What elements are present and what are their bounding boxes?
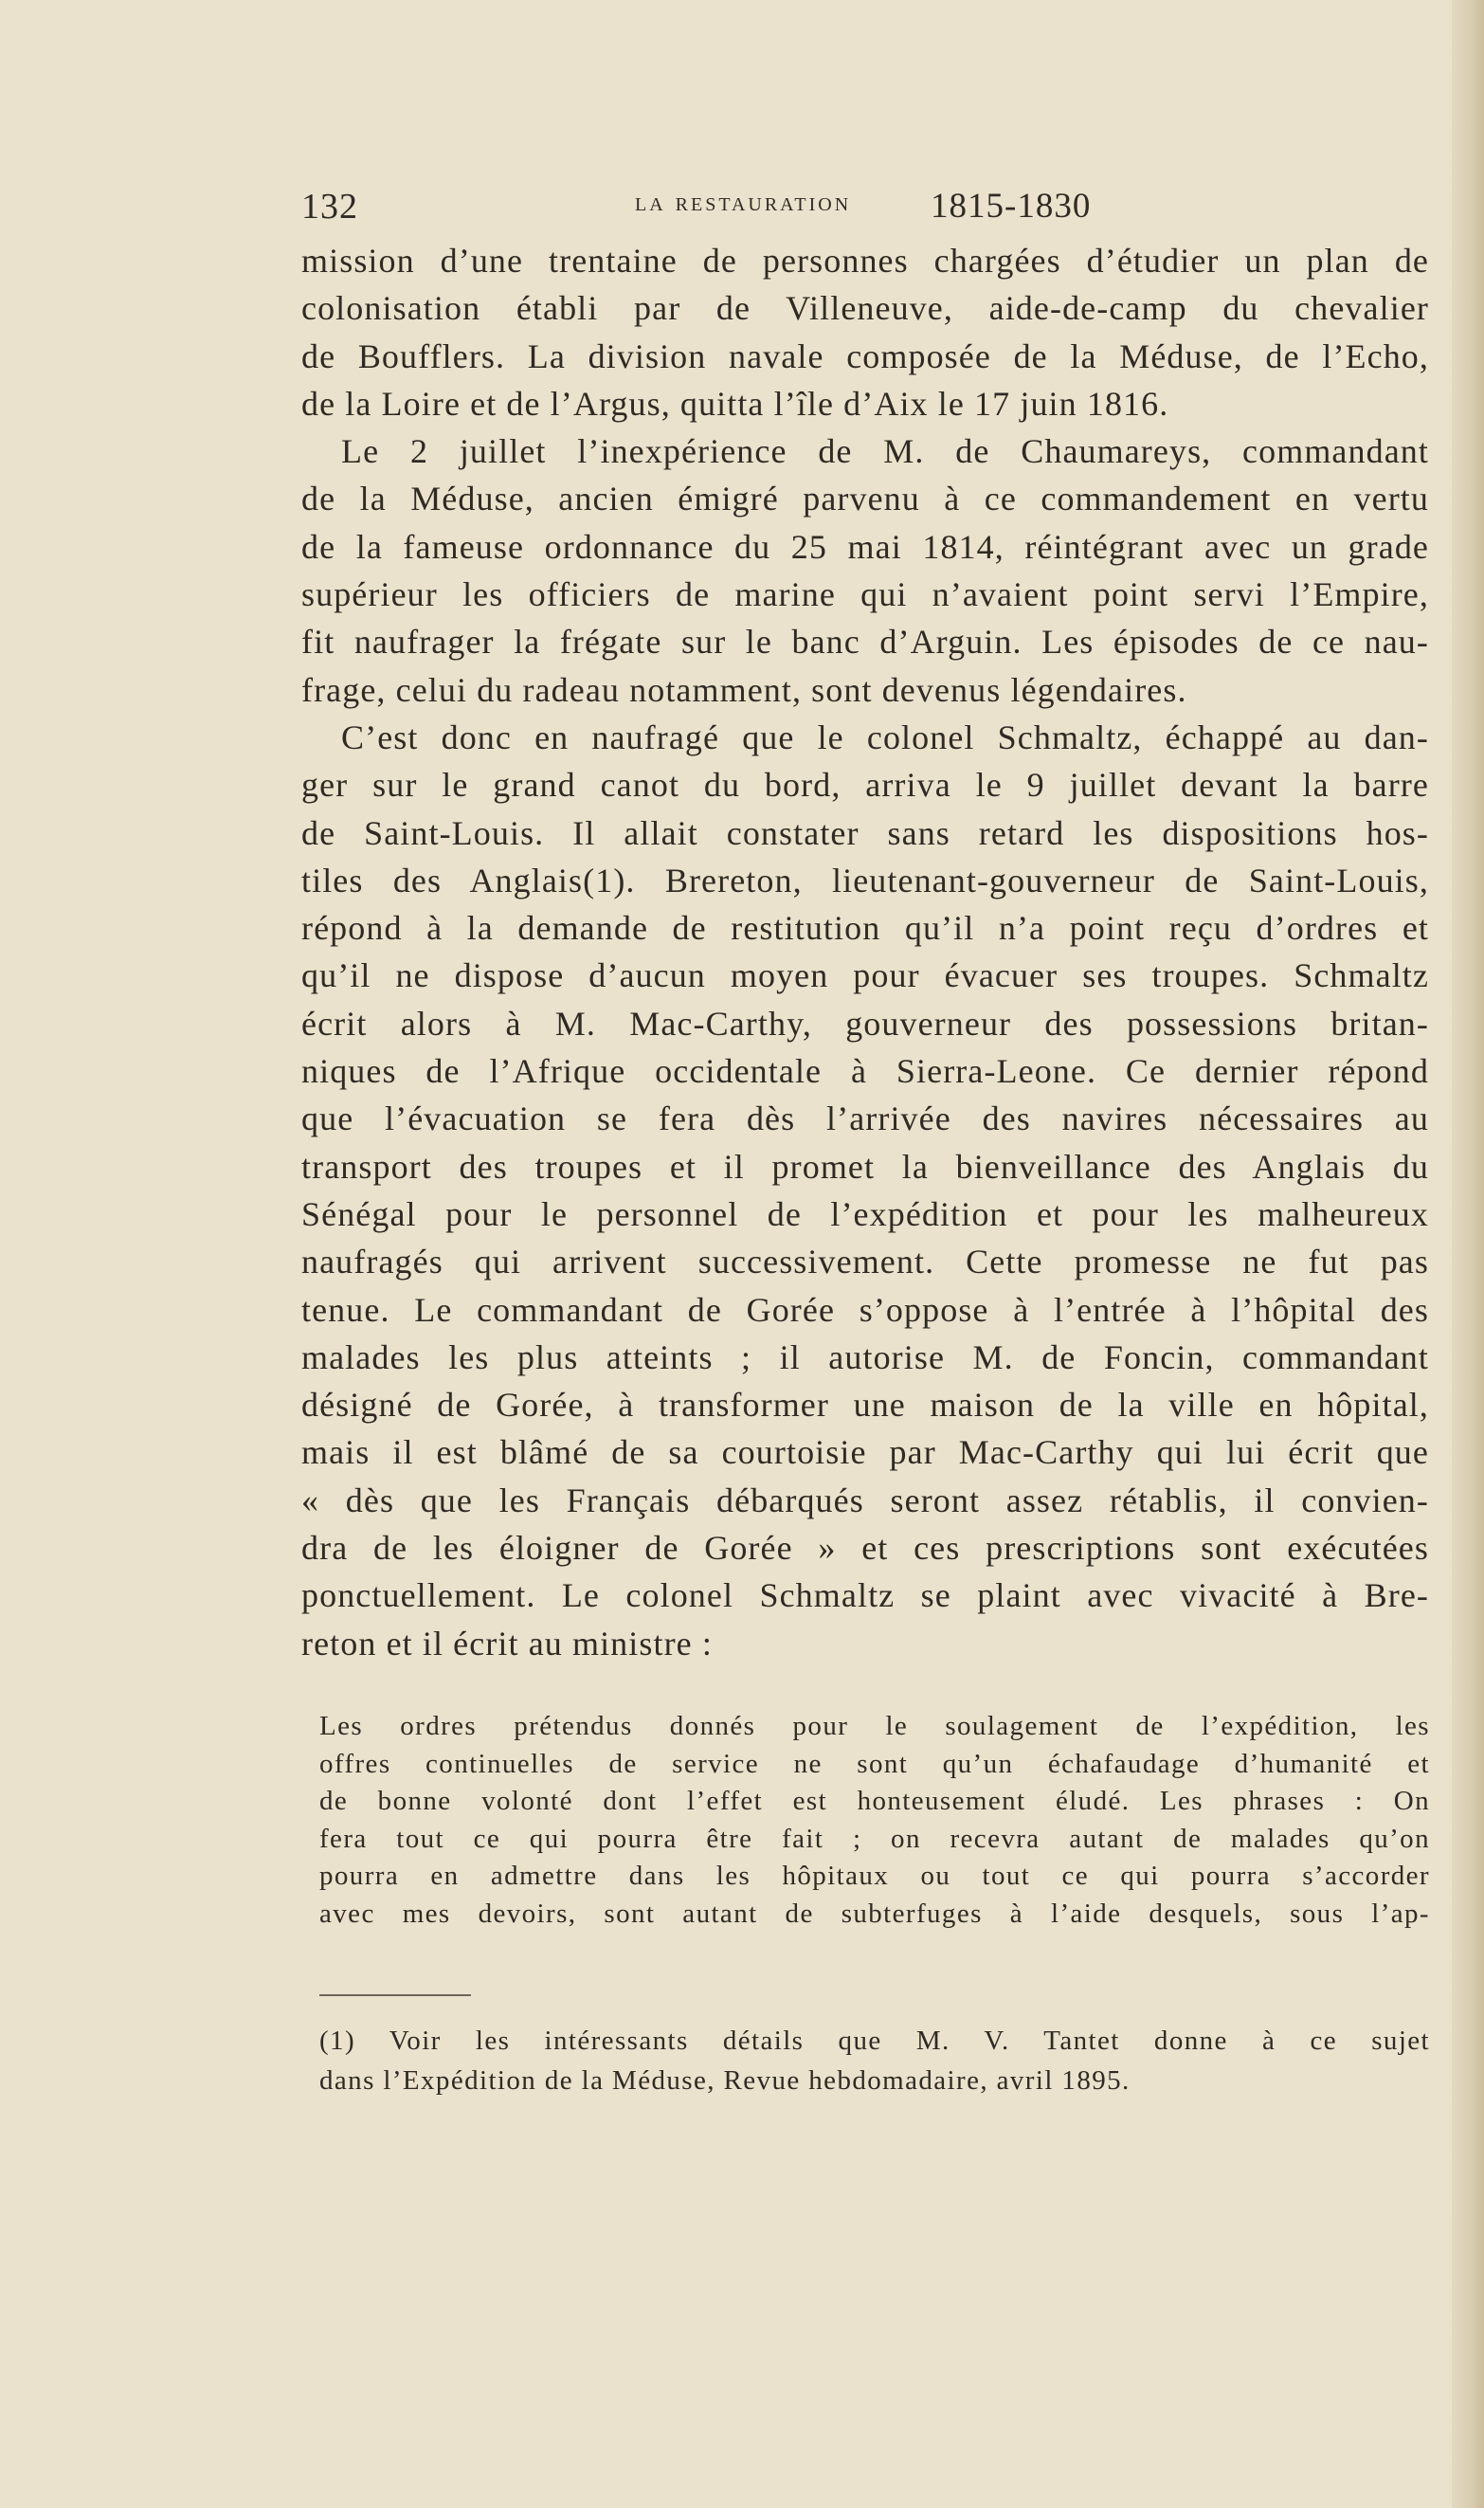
body-line: de la Méduse, ancien émigré parvenu à ce commandement en vertu	[301, 480, 1429, 518]
body-line: naufragés qui arrivent successivement. Cette promesse ne fut pas	[301, 1243, 1429, 1281]
body-line: de Saint-Louis. Il allait constater sans retard les dispositions hos-	[301, 813, 1429, 852]
body-line: tiles des Anglais(1). Brereton, lieutenant-gouverneur de Saint-Louis,	[301, 861, 1429, 900]
body-line: ger sur le grand canot du bord, arriva le 9 juillet devant la barre	[301, 766, 1429, 805]
footnote	[319, 2021, 1430, 2100]
body-line: qu’il ne dispose d’aucun moyen pour évacuer ses troupes. Schmaltz	[301, 956, 1429, 995]
body-line: tenue. Le commandant de Gorée s’oppose à l’entrée à l’hôpital des	[301, 1290, 1429, 1329]
body-line: mission d’une trentaine de personnes chargées d’étudier un plan de	[301, 242, 1429, 280]
body-line: désigné de Gorée, à transformer une maison de la ville en hôpital,	[301, 1386, 1429, 1425]
body-line: que l’évacuation se fera dès l’arrivée des navires nécessaires au	[301, 1100, 1429, 1138]
quote-line: avec mes devoirs, sont autant de subterfuges à l’aide desquels, sous l’ap-	[319, 1898, 1430, 1929]
quote-line: de bonne volonté dont l’effet est honteusement éludé. Les phrases : On	[319, 1786, 1430, 1816]
body-text	[301, 237, 1429, 1667]
body-line: de la fameuse ordonnance du 25 mai 1814, réintégrant avec un grade	[301, 527, 1429, 566]
body-line: malades les plus atteints ; il autorise M. de Foncin, commandant	[301, 1337, 1429, 1376]
page-edge	[1452, 0, 1484, 2508]
block-quote	[319, 1708, 1430, 1933]
body-line: dra de les éloigner de Gorée » et ces prescriptions sont exécutées	[301, 1529, 1429, 1568]
page-number: 132	[301, 187, 358, 227]
footnote-line: dans l’Expédition de la Méduse, Revue hebdomadaire, avril 1895.	[319, 2065, 1131, 2096]
body-line: Sénégal pour le personnel de l’expédition et pour les malheureux	[301, 1194, 1429, 1233]
body-line: écrit alors à M. Mac-Carthy, gouverneur des possessions britan-	[301, 1004, 1429, 1043]
footnote-rule	[319, 1994, 471, 1996]
body-line: ponctuellement. Le colonel Schmaltz se plaint avec vivacité à Bre-	[301, 1576, 1429, 1615]
body-line: de la Loire et de l’Argus, quitta l’île d’Aix le 17 juin 1816.	[301, 384, 1169, 423]
body-line: fit naufrager la frégate sur le banc d’Arguin. Les épisodes de ce nau-	[301, 623, 1429, 662]
body-line: transport des troupes et il promet la bienveillance des Anglais du	[301, 1147, 1429, 1186]
quote-line: Les ordres prétendus donnés pour le soulagement de l’expédition, les	[319, 1711, 1430, 1741]
body-line: mais il est blâmé de sa courtoisie par Mac-Carthy qui lui écrit que	[301, 1433, 1429, 1472]
body-line: répond à la demande de restitution qu’il n’a point reçu d’ordres et	[301, 909, 1429, 948]
quote-line: fera tout ce qui pourra être fait ; on recevra autant de malades qu’on	[319, 1823, 1430, 1854]
quote-line: pourra en admettre dans les hôpitaux ou tout ce qui pourra s’accorder	[319, 1861, 1430, 1891]
body-line: reton et il écrit au ministre :	[301, 1624, 713, 1663]
running-head: la restauration	[635, 188, 852, 217]
body-line: frage, celui du radeau notamment, sont devenus légendaires.	[301, 670, 1187, 709]
body-line: supérieur les officiers de marine qui n’avaient point servi l’Empire,	[301, 575, 1429, 614]
body-line: de Boufflers. La division navale composée de la Méduse, de l’Echo,	[301, 336, 1429, 375]
body-line: Le 2 juillet l’inexpérience de M. de Chaumareys, commandant	[341, 432, 1429, 471]
body-line: niques de l’Afrique occidentale à Sierra-Leone. Ce dernier répond	[301, 1052, 1429, 1091]
page-header	[301, 186, 1429, 227]
body-line: « dès que les Français débarqués seront assez rétablis, il convien-	[301, 1481, 1429, 1519]
body-line: C’est donc en naufragé que le colonel Schmaltz, échappé au dan-	[341, 718, 1429, 756]
running-head-years: 1815-1830	[931, 187, 1092, 226]
body-line: colonisation établi par de Villeneuve, aide-de-camp du chevalier	[301, 289, 1429, 328]
quote-line: offres continuelles de service ne sont qu’un échafaudage d’humanité et	[319, 1748, 1430, 1779]
footnote-line: (1) Voir les intéressants détails que M. V. Tantet donne à ce sujet	[319, 2026, 1430, 2056]
